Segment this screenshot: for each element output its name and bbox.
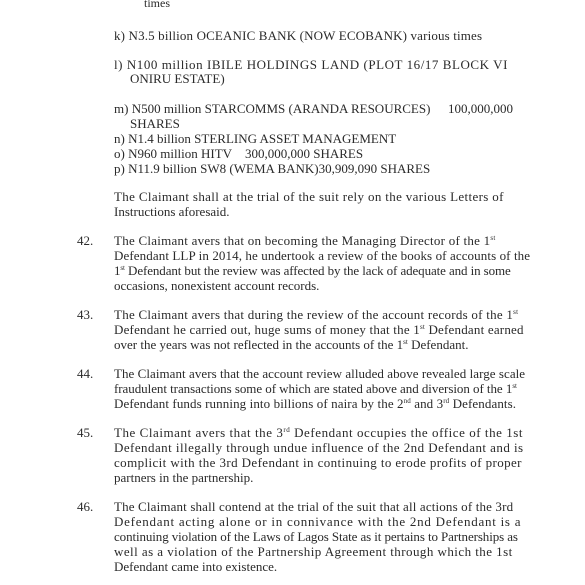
- paragraph-43-line3-sup: st: [403, 338, 408, 346]
- paragraph-43-line1-text: The Claimant avers that during the review of the account records of the 1: [114, 307, 514, 322]
- paragraph-45-line1-a: The Claimant avers that the 3: [114, 425, 284, 440]
- item-l-line1: l) N100 million IBILE HOLDINGS LAND (PLOT 16/17 BLOCK VI: [114, 57, 508, 72]
- paragraph-44-line3-sup2: rd: [443, 397, 450, 405]
- paragraph-42-line1: [114, 233, 496, 248]
- paragraph-45-line3: complicit with the 3rd Defendant in continuing to erode profits of proper: [114, 455, 522, 470]
- paragraph-44-line3-a: Defendant funds running into billions of naira by the 2: [114, 396, 404, 411]
- paragraph-43-line2-sup: st: [419, 323, 426, 331]
- reliance-line1: The Claimant shall at the trial of the suit rely on the various Letters of: [114, 189, 504, 204]
- paragraph-46-line5: Defendant came into existence.: [114, 559, 278, 574]
- item-m-right: 100,000,000: [448, 101, 513, 116]
- paragraph-43-line2: [114, 322, 524, 337]
- paragraph-44-line2-a: fraudulent transactions some of which are stated above and diversion of the 1: [114, 381, 513, 396]
- paragraph-45-line1-sup: rd: [283, 426, 291, 434]
- paragraph-42-number: 42.: [77, 233, 94, 248]
- item-n: n) N1.4 billion STERLING ASSET MANAGEMENT: [114, 131, 397, 146]
- item-m-left: m) N500 million STARCOMMS (ARANDA RESOURCES): [114, 101, 431, 116]
- paragraph-44-line3-sup1: nd: [403, 397, 411, 405]
- paragraph-42-line3-sup: st: [120, 264, 125, 272]
- paragraph-42-line4: occasions, nonexistent account records.: [114, 278, 320, 293]
- paragraph-46-line1: The Claimant shall contend at the trial of the suit that all actions of the 3rd: [114, 499, 514, 514]
- item-o-right: 300,000,000 SHARES: [245, 146, 364, 161]
- item-o-left: o) N960 million HITV: [114, 146, 233, 161]
- paragraph-44-line3-c: Defendants.: [449, 396, 517, 411]
- item-p: p) N11.9 billion SW8 (WEMA BANK)30,909,090 SHARES: [114, 161, 431, 176]
- item-l-line2: ONIRU ESTATE): [130, 71, 225, 86]
- paragraph-42-line1-text: The Claimant avers that on becoming the Managing Director of the 1: [114, 233, 491, 248]
- paragraph-43-line3: [114, 337, 468, 352]
- paragraph-43-number: 43.: [77, 307, 94, 322]
- paragraph-45-line4: partners in the partnership.: [114, 470, 254, 485]
- paragraph-43-line3-b: Defendant.: [407, 337, 469, 352]
- paragraph-44-number: 44.: [77, 366, 94, 381]
- paragraph-45-line2: Defendant illegally through undue influence of the 2nd Defendant and is: [114, 440, 524, 455]
- paragraph-43-line1-sup: st: [513, 308, 519, 316]
- paragraph-43-line2-b: Defendant earned: [425, 322, 524, 337]
- paragraph-44-line3-b: and 3: [410, 396, 444, 411]
- paragraph-44-line2-sup: st: [512, 382, 517, 390]
- paragraph-46-line4: well as a violation of the Partnership Agreement through which the 1st: [114, 544, 513, 559]
- paragraph-42-line3-b: Defendant but the review was affected by the lack of adequate and in some: [124, 263, 511, 278]
- reliance-line2: Instructions aforesaid.: [114, 204, 230, 219]
- item-j-tail: times: [144, 0, 170, 10]
- paragraph-43-line3-a: over the years was not reflected in the accounts of the 1: [114, 337, 404, 352]
- paragraph-44-line2: [114, 381, 517, 396]
- paragraph-45-line1: [114, 425, 523, 440]
- paragraph-44-line3: [114, 396, 516, 411]
- paragraph-42-line1-sup: st: [490, 234, 496, 242]
- paragraph-43-line1: [114, 307, 518, 322]
- paragraph-43-line2-a: Defendant he carried out, huge sums of money that the 1: [114, 322, 420, 337]
- paragraph-42-line3: [114, 263, 511, 278]
- item-k: k) N3.5 billion OCEANIC BANK (NOW ECOBANK) various times: [114, 28, 483, 43]
- paragraph-46-line2: Defendant acting alone or in connivance with the 2nd Defendant is a: [114, 514, 522, 529]
- paragraph-42-line2: Defendant LLP in 2014, he undertook a review of the books of accounts of the: [114, 248, 531, 263]
- paragraph-46-number: 46.: [77, 499, 94, 514]
- paragraph-44-line1: The Claimant avers that the account review alluded above revealed large scale: [114, 366, 526, 381]
- paragraph-45-line1-b: Defendant occupies the office of the 1st: [290, 425, 524, 440]
- paragraph-46-line3: continuing violation of the Laws of Lagos State as it pertains to Partnerships as: [114, 529, 518, 544]
- paragraph-42-line3-a: 1: [114, 263, 121, 278]
- item-m-line2: SHARES: [130, 116, 180, 131]
- paragraph-45-number: 45.: [77, 425, 94, 440]
